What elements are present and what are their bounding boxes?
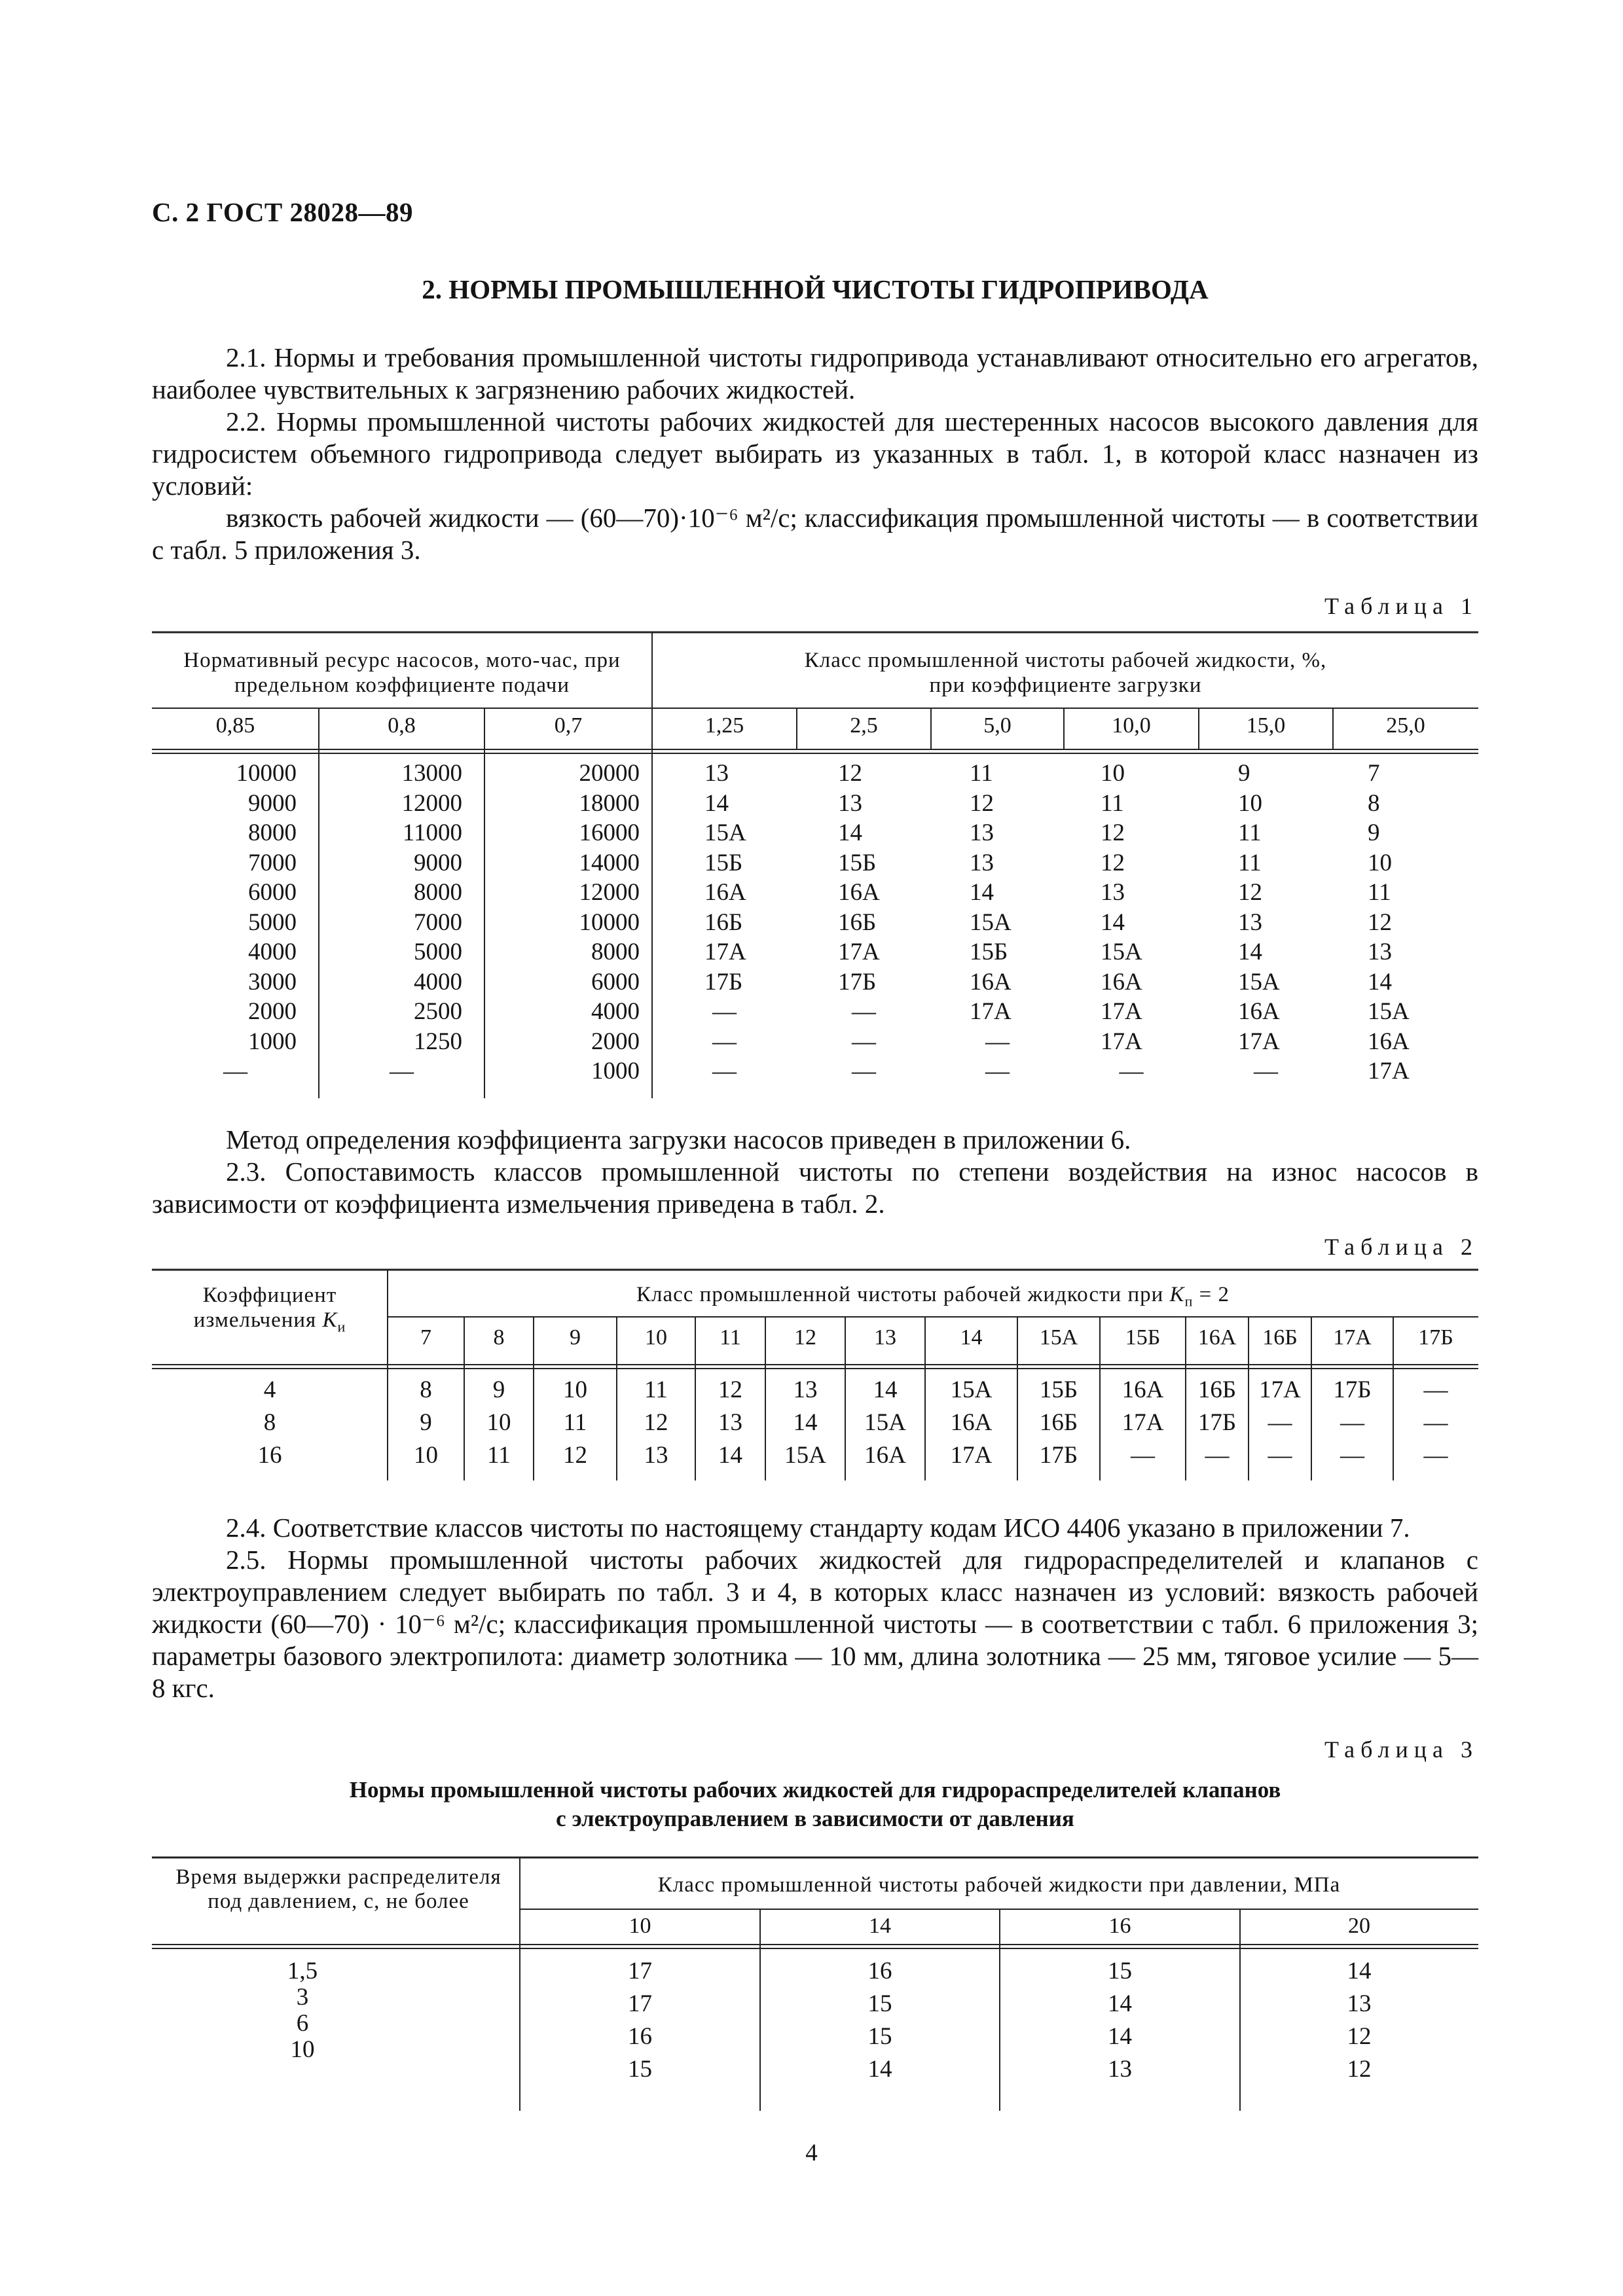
- table-2-cell: —: [1205, 1442, 1230, 1469]
- table-1-cell: 10: [1101, 760, 1125, 787]
- table-3-column-header: 14: [869, 1914, 891, 1938]
- table-1-cell: 12: [1101, 819, 1125, 846]
- table-2-cell: 16Б: [1039, 1409, 1078, 1436]
- table-2-column-header: 17А: [1333, 1325, 1372, 1350]
- table-3-cell: 13: [1108, 2056, 1132, 2083]
- table-1-cell: 2000: [248, 998, 297, 1025]
- table-1-cell: 12000: [401, 789, 462, 817]
- table-3-cell: 16: [628, 2023, 652, 2050]
- table-2-column-header: 17Б: [1418, 1325, 1453, 1350]
- table-2-column-header: 13: [874, 1325, 896, 1350]
- table-2-cell: 17Б: [1197, 1409, 1237, 1436]
- table-3-time: 1,5: [287, 1958, 318, 1984]
- table-1-column-header: 2,5: [850, 713, 878, 738]
- paragraph-2-3: 2.3. Сопоставимость классов промышленной чистоты по степени воздействия на износ насосов в зависимости от коэффициента измельчения приведена в табл. 2.: [152, 1157, 1478, 1219]
- table-2-cell: —: [1423, 1442, 1448, 1469]
- table-1-cell: 1000: [248, 1028, 297, 1055]
- table-1-cell: 5000: [414, 939, 462, 965]
- table-1-cell: —: [985, 1028, 1010, 1055]
- paragraph-method: Метод определения коэффициента загрузки насосов приведен в приложении 6.: [226, 1124, 1131, 1155]
- table-1-column-header: 5,0: [983, 713, 1012, 738]
- table-1-cell: 9000: [248, 789, 297, 817]
- table-1-cell: 14: [1101, 908, 1125, 936]
- table-1-cell: 15Б: [970, 939, 1008, 965]
- document-reference: С. 2 ГОСТ 28028—89: [152, 197, 414, 227]
- table-1-cell: 13: [1368, 939, 1392, 965]
- table-1-cell: 6000: [248, 879, 297, 906]
- paragraph-2-4: 2.4. Соответствие классов чистоты по настоящему стандарту кодам ИСО 4406 указано в приложении 7.: [226, 1513, 1410, 1543]
- table-1-cell: 12: [1101, 849, 1125, 876]
- table-2-group-value: = 2: [1193, 1283, 1230, 1306]
- table-1-cell: 17А: [1368, 1058, 1410, 1085]
- table-3-title-line-2: с электроуправлением в зависимости от давления: [556, 1806, 1074, 1831]
- table-1-cell: —: [1119, 1058, 1144, 1085]
- table-1-label: Таблица 1: [1324, 593, 1478, 619]
- table-1-cell: 13: [970, 819, 994, 846]
- table-1-cell: 16А: [970, 968, 1012, 996]
- table-1-cell: 13: [704, 760, 729, 787]
- paragraph-2-2: 2.2. Нормы промышленной чистоты рабочих жидкостей для шестеренных насосов высокого давления для гидросистем объемного гидропривода следует выбирать из указанных в табл. 1, в которой класс назначен из условий:: [152, 406, 1478, 501]
- table-2-cell: —: [1267, 1409, 1292, 1436]
- table-2-group-symbol: K: [1169, 1283, 1185, 1306]
- table-2-column-header: 7: [420, 1325, 431, 1350]
- table-1-cell: 11: [970, 760, 993, 787]
- table-2-cell: 17А: [950, 1442, 993, 1469]
- table-1-cell: 14: [1238, 939, 1262, 965]
- table-2-label: Таблица 2: [1324, 1234, 1478, 1260]
- table-2-row-header: 16: [257, 1442, 282, 1469]
- table-3-cell: 16: [867, 1958, 892, 1984]
- table-1-cell: 7000: [414, 908, 462, 936]
- table-1-cell: —: [985, 1058, 1010, 1085]
- table-2-cell: —: [1423, 1409, 1448, 1436]
- table-1-cell: 10: [1238, 789, 1262, 817]
- table-3-cell: 15: [628, 2056, 652, 2083]
- table-3-cell: 14: [1108, 1990, 1132, 2017]
- table-3-cell: 12: [1347, 2023, 1372, 2050]
- table-2-column-header: 16А: [1197, 1325, 1237, 1350]
- table-1-cell: 4000: [591, 998, 640, 1025]
- table-2-column-header: 15А: [1039, 1325, 1078, 1350]
- table-1-cell: 13: [838, 789, 862, 817]
- table-2-cell: 14: [718, 1442, 742, 1469]
- table-1-cell: 12: [1368, 908, 1392, 936]
- table-1-cell: 11: [1238, 819, 1262, 846]
- table-1-cell: 14: [1368, 968, 1392, 996]
- table-1-cell: 1000: [591, 1058, 640, 1085]
- table-1-column-header: 10,0: [1112, 713, 1151, 738]
- table-2-column-header: 8: [493, 1325, 505, 1350]
- table-2-corner-text: Коэффициент измельчения: [193, 1283, 337, 1332]
- table-1-cell: 14000: [579, 849, 640, 876]
- table-2-cell: 12: [718, 1376, 742, 1403]
- table-1-cell: 13000: [401, 760, 462, 787]
- paragraph-2-5: 2.5. Нормы промышленной чистоты рабочих жидкостей для гидрораспределителей и клапанов с электроуправлением следует выбирать по табл. 3 и 4, в которых класс назначен из условий: вязкость рабочей жидкости (60—70) · 10⁻⁶ м²/с; классификация промышленной чистоты — в соответствии с табл. 6 приложения 3; параметры базового электропилота: диаметр золотника — 10 мм, длина золотника — 25 мм, тяговое усилие — 5—8 кгс.: [152, 1545, 1478, 1703]
- table-2-cell: 11: [644, 1376, 668, 1403]
- table-1-cell: 17Б: [704, 968, 743, 996]
- table-2-cell: 17А: [1259, 1376, 1301, 1403]
- table-1-cell: 15Б: [704, 849, 743, 876]
- table-2-group-sub: п: [1184, 1293, 1194, 1310]
- table-3-group-header: Класс промышленной чистоты рабочей жидкости при давлении, МПа: [657, 1873, 1341, 1897]
- table-3-cell: 14: [1347, 1958, 1372, 1984]
- table-2-cell: 13: [793, 1376, 818, 1403]
- table-1-cell: 16А: [1101, 968, 1142, 996]
- table-1-cell: 8000: [414, 879, 462, 906]
- table-3-cell: 15: [867, 1990, 892, 2017]
- table-2-column-header: 14: [960, 1325, 983, 1350]
- table-1-cell: 4000: [248, 939, 297, 965]
- table-1-cell: 17Б: [838, 968, 877, 996]
- table-1-cell: 11000: [402, 819, 462, 846]
- table-2-cell: 15А: [864, 1409, 906, 1436]
- table-1-column-header: 25,0: [1386, 713, 1425, 738]
- table-1-cell: 14: [838, 819, 862, 846]
- table-3-time: 6: [296, 2010, 309, 2037]
- table-2-cell: 10: [486, 1409, 511, 1436]
- table-3-cell: 14: [1108, 2023, 1132, 2050]
- table-1-cell: 13: [1238, 908, 1262, 936]
- table-1-cell: 15Б: [838, 849, 877, 876]
- table-1-cell: —: [712, 1028, 737, 1055]
- table-1-cell: 16А: [1368, 1028, 1410, 1055]
- table-2-cell: —: [1131, 1442, 1155, 1469]
- table-2-cell: 12: [563, 1442, 587, 1469]
- table-1-cell: 11: [1101, 789, 1124, 817]
- table-2-column-header: 16Б: [1262, 1325, 1298, 1350]
- table-1-cell: 15А: [1101, 939, 1142, 965]
- table-1-cell: 11: [1368, 879, 1391, 906]
- table-2-cell: 8: [420, 1376, 432, 1403]
- section-title: 2. НОРМЫ ПРОМЫШЛЕННОЙ ЧИСТОТЫ ГИДРОПРИВОДА: [422, 274, 1209, 304]
- table-2-cell: 13: [718, 1409, 742, 1436]
- table-3-cell: 14: [867, 2056, 892, 2083]
- table-1-cell: 10000: [236, 760, 297, 787]
- table-2-cell: 16А: [864, 1442, 906, 1469]
- table-1-cell: 7: [1368, 760, 1380, 787]
- table-3-title: [152, 1776, 1478, 1833]
- table-2-corner-sub: и: [337, 1318, 346, 1335]
- table-2-cell: 11: [563, 1409, 587, 1436]
- table-3-time: 10: [290, 2036, 315, 2063]
- table-1-cell: 9: [1238, 760, 1250, 787]
- table-1-cell: 16Б: [838, 908, 877, 936]
- table-2-cell: 10: [414, 1442, 438, 1469]
- table-2-cell: 10: [563, 1376, 587, 1403]
- table-1-cell: 17А: [970, 998, 1012, 1025]
- table-2-cell: —: [1267, 1442, 1292, 1469]
- table-1-cell: 14: [970, 879, 994, 906]
- table-1-cell: 8000: [591, 939, 640, 965]
- table-3-cell: 12: [1347, 2056, 1372, 2083]
- table-2-row-header: 8: [263, 1409, 276, 1436]
- table-2-column-header: 11: [720, 1325, 741, 1350]
- table-3-cell: 13: [1347, 1990, 1372, 2017]
- page-number: 4: [805, 2140, 818, 2166]
- table-3-cell: 17: [628, 1990, 652, 2017]
- table-1-column-header: 0,8: [388, 713, 416, 738]
- table-1-cell: 16А: [704, 879, 746, 906]
- table-1-cell: —: [852, 1058, 876, 1085]
- table-3-column-header: 16: [1108, 1914, 1131, 1938]
- table-1-cell: 15А: [970, 908, 1012, 936]
- table-1-cell: 9000: [414, 849, 462, 876]
- table-2-cell: 14: [793, 1409, 818, 1436]
- table-2-cell: 17Б: [1333, 1376, 1372, 1403]
- table-1-cell: 1250: [414, 1028, 462, 1055]
- table-1-column-header: 15,0: [1246, 713, 1286, 738]
- table-3-cell: 15: [867, 2023, 892, 2050]
- table-3-cell: 15: [1108, 1958, 1132, 1984]
- paragraphs-mid: [152, 1124, 1478, 1220]
- paragraph-2-2-conditions: вязкость рабочей жидкости — (60—70)·10⁻⁶ м²/с; классификация промышленной чистоты — в соответствии с табл. 5 приложения 3.: [152, 503, 1478, 565]
- table-1-cell: —: [1254, 1058, 1278, 1085]
- table-1-cell: 16А: [1238, 998, 1280, 1025]
- paragraph-2-1: 2.1. Нормы и требования промышленной чистоты гидропривода устанавливают относительно его агрегатов, наиболее чувствительных к загрязнению рабочих жидкостей.: [152, 342, 1478, 404]
- table-1-cell: 17А: [838, 939, 880, 965]
- table-1-cell: 9: [1368, 819, 1380, 846]
- table-1-cell: 10000: [579, 908, 640, 936]
- table-1-group-left-header: Нормативный ресурс насосов, мото-час, при предельном коэффициенте подачи: [183, 649, 621, 697]
- table-1-cell: 17А: [1238, 1028, 1280, 1055]
- table-1-cell: 16А: [838, 879, 880, 906]
- table-1-column-header: 0,85: [215, 713, 255, 738]
- table-2-cell: 9: [420, 1409, 432, 1436]
- table-2-column-header: 15Б: [1125, 1325, 1161, 1350]
- table-3-column-header: 10: [629, 1914, 651, 1938]
- table-1-cell: 7000: [248, 849, 297, 876]
- table-1-cell: 15А: [704, 819, 746, 846]
- table-1-group-right-header: Класс промышленной чистоты рабочей жидкости, %, при коэффициенте загрузки: [804, 649, 1327, 697]
- table-1-cell: —: [712, 1058, 737, 1085]
- table-1-cell: 12000: [579, 879, 640, 906]
- table-2-corner-symbol: K: [322, 1308, 338, 1332]
- table-2-cell: 16А: [1122, 1376, 1164, 1403]
- table-1-cell: 17А: [704, 939, 746, 965]
- table-2-cell: —: [1340, 1442, 1364, 1469]
- table-1-cell: 8: [1368, 789, 1380, 817]
- table-1-cell: —: [712, 998, 737, 1025]
- table-2-group-header: [388, 1283, 1478, 1310]
- table-1-cell: 16Б: [704, 908, 743, 936]
- table-1-cell: —: [852, 998, 876, 1025]
- table-1-cell: 13: [970, 849, 994, 876]
- table-1-cell: 17А: [1101, 1028, 1142, 1055]
- paragraphs-low: [152, 1512, 1478, 1704]
- table-1-cell: 6000: [591, 968, 640, 996]
- table-1-cell: 3000: [248, 968, 297, 996]
- table-1-cell: 8000: [248, 819, 297, 846]
- table-2-cell: —: [1340, 1409, 1364, 1436]
- table-2-cell: 17А: [1122, 1409, 1164, 1436]
- table-3-label: Таблица 3: [1324, 1736, 1478, 1763]
- table-2-cell: 11: [487, 1442, 511, 1469]
- table-1-cell: 12: [838, 760, 862, 787]
- table-1-cell: 18000: [579, 789, 640, 817]
- table-2-column-header: 10: [645, 1325, 667, 1350]
- table-1-cell: 15А: [1368, 998, 1410, 1025]
- table-1-cell: 15А: [1238, 968, 1280, 996]
- table-2-cell: 12: [644, 1409, 668, 1436]
- table-1-column-header: 0,7: [554, 713, 583, 738]
- table-1-cell: 2000: [591, 1028, 640, 1055]
- table-3-column-header: 20: [1348, 1914, 1370, 1938]
- table-3-time: 3: [296, 1984, 309, 2011]
- table-2-corner-header: [152, 1283, 388, 1340]
- table-2-row-header: 4: [263, 1376, 276, 1403]
- table-2-cell: 14: [873, 1376, 898, 1403]
- table-1-cell: 11: [1238, 849, 1262, 876]
- table-1-cell: 4000: [414, 968, 462, 996]
- table-1-cell: 17А: [1101, 998, 1142, 1025]
- table-1-cell: 12: [970, 789, 994, 817]
- table-1-cell: —: [390, 1058, 414, 1085]
- table-3-cell: 17: [628, 1958, 652, 1984]
- table-1-cell: —: [852, 1028, 876, 1055]
- table-1-cell: 13: [1101, 879, 1125, 906]
- table-1-cell: 16000: [579, 819, 640, 846]
- table-1-cell: 10: [1368, 849, 1392, 876]
- table-2-cell: 13: [644, 1442, 668, 1469]
- table-2-cell: 9: [492, 1376, 505, 1403]
- table-3-corner-header: Время выдержки распределителя под давлением, с, не более: [175, 1865, 501, 1913]
- table-1-cell: 12: [1238, 879, 1262, 906]
- table-2-cell: 17Б: [1039, 1442, 1078, 1469]
- table-2-group-text: Класс промышленной чистоты рабочей жидкости при: [636, 1283, 1164, 1306]
- table-1-cell: 2500: [414, 998, 462, 1025]
- table-2-cell: —: [1423, 1376, 1448, 1403]
- table-2-column-header: 9: [570, 1325, 581, 1350]
- table-2-column-header: 12: [794, 1325, 816, 1350]
- table-1-cell: 14: [704, 789, 729, 817]
- table-1-cell: 20000: [579, 760, 640, 787]
- table-1-cell: 5000: [248, 908, 297, 936]
- table-2-cell: 15А: [950, 1376, 993, 1403]
- table-2-cell: 15А: [784, 1442, 826, 1469]
- table-2-cell: 16А: [950, 1409, 993, 1436]
- table-2-cell: 16Б: [1197, 1376, 1237, 1403]
- table-1-column-header: 1,25: [704, 713, 744, 738]
- table-3-title-line-1: Нормы промышленной чистоты рабочих жидкостей для гидрораспределителей клапанов: [349, 1777, 1281, 1803]
- table-1-cell: —: [223, 1058, 247, 1085]
- table-2-cell: 15Б: [1039, 1376, 1078, 1403]
